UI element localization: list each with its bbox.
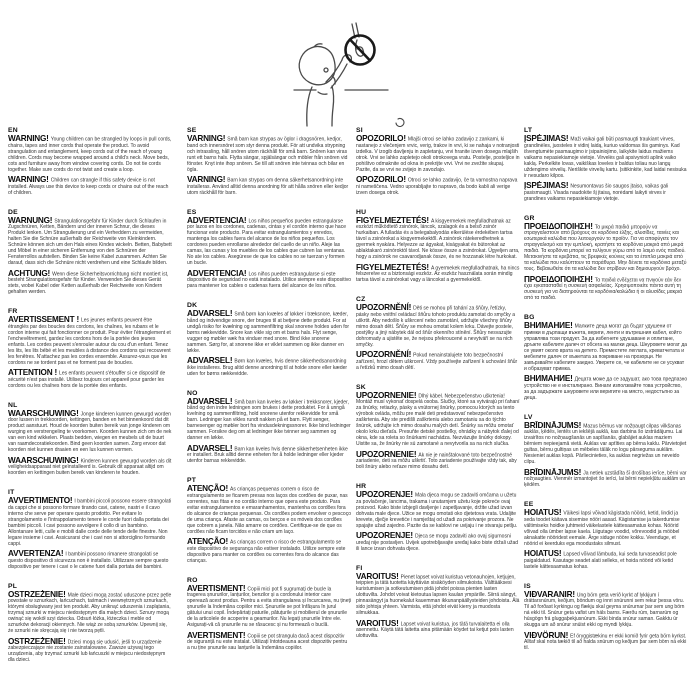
column-2 [187, 127, 351, 664]
warning-paragraph [356, 177, 520, 196]
warning-paragraph [356, 215, 520, 261]
warning-keyword: ADVARSEL! [187, 443, 233, 453]
language-code: GR [524, 214, 535, 222]
warning-paragraph [187, 311, 351, 354]
warning-paragraph [356, 618, 520, 640]
warning-text: Barn kan kveles hvis denne sikkerhetsenheten ikke er installert. Bruk alltid denne enheten for å holde ledninger eller kjeder utenfor barnas rekkevidde. [187, 446, 348, 464]
warning-text: Τα μικρά παιδιά μπορούν να στραγγαλιστούν από βρόχους σε κορδόνια έλξης, αλυσίδες, ταινίες και εσωτερικά καλώδια που λειτουργούν το προϊόν. Για να αποφύγετε τον στραγγαλισμό και την εμπλοκή, κρατήστε τα κορδόνια μακριά από μικρά παιδιά. Τα κορδόνια μπορεί να τυλίγουν γύρω από το λαιμό ενός παιδιού. Μετακινήστε τα κρεβάτια, τις βρεφικές κούνιες και τα έπιπλα μακριά από τα καλώδια που καλύπτουν τα παράθυρα. Μην δένετε τα κορδόνια μεταξύ τους. Βεβαιωθείτε ότι τα καλώδια δεν στρίβουν και δημιουργούν βρόχο. [524, 224, 687, 272]
warning-paragraph [8, 317, 172, 366]
warning-keyword: BRĪDINĀJUMS! [524, 467, 582, 477]
warning-section-es [187, 209, 351, 290]
warning-paragraph [8, 370, 172, 389]
warning-keyword: WARNING! [8, 175, 49, 184]
warning-keyword: ADVARSEL! [187, 356, 233, 365]
warning-text: Děti se mohou při tahání za šňůry, řetízky, pásky nebo vnitřní ovládací šňůru tohoto produktu zamotat do smyčky a uškrtit. Aby nedošlo k uškrcení nebo zamotání, udržujte všechny šňůry mimo dosah dětí. Šňůry se mohou omotat kolem krku. Dávejte postele, postýlky a jiný nábytek dál od šňůr okenního stínění. Šňůry nesvazujte dohromady a ujistěte se, že nejsou překroucené a nevytváří se na nich smyčky. [356, 305, 515, 348]
warning-text: A kisgyermekek megfulladhatnak az eszközt működtető zsinórok, láncok, szalagok és a belső zsinór hurkaiban. A fulladás és a belegabalyodás elkerülése érdekében tartsa távol a zsinórokat a kisgyermekektől. A zsinórok rátekeredhetnek a gyermek nyakára. Helyezze az ágyakat, kiságyakat és bútorokat az ablaktakaró zsinóroktól távol. Ne kösse össze a zsinórokat. Ügyeljen arra, hogy a zsinórok ne csavarodjanak össze, és ne hozzanak létre hurkokat. [356, 218, 520, 260]
warning-paragraph [8, 408, 172, 454]
warning-paragraph [356, 492, 520, 529]
language-code: PL [8, 582, 18, 590]
warning-keyword: VAROITUS! [356, 571, 399, 581]
warning-paragraph [187, 396, 351, 442]
language-code: EN [8, 127, 18, 134]
warning-paragraph [187, 583, 351, 629]
warning-keyword: ADVARSEL! [187, 309, 233, 318]
language-code: FI [356, 564, 363, 572]
warning-text: Τα παιδιά ενδέχεται να πνιγούν εάν δεν έχει εγκατασταθεί η συσκευή ασφαλείας. Χρησιμοποιείτε πάντα αυτή τη συσκευή για να διατηρούνται τα κορδόνια/καλώδια ή οι αλυσίδες μακριά από τα παιδιά. [524, 277, 683, 301]
warning-text: Små barn kan kveles av løkker i trekksnorer, kjeder, bånd og den indre ledningen som brukes i dette produktet. For å unngå kvelning og sammenfiltring, hold snorene utenfor rekkevidde for små barn. Ledninger kan vikles rundt nakken på et barn. Flytt senger, barnesenger og møbler bort fra vindusdekningssnorer. Ikke bind ledninger sammen. Forsikre deg om at ledninger ikke tvinner seg sammen og danner en løkke. [187, 399, 351, 441]
warning-paragraph [524, 136, 688, 179]
warning-text: Copiii mici pot fi sugrumați de bucle la tragerea șnururilor, lanțurilor, benzilor și a cordonului interior care operează acest produs. Pentru a evita strangularea și încurcarea, nu țineți șnururile la îndemâna copiilor mici. Șnururile se pot înfășura în jurul gâtului unui copil. Îndepărtați paturile, pătuțurile și mobilierul de șnururile de la articolele de acoperire a geamurilor. Nu legați șnururile între ele. Asigurați-vă că șnururile nu se răsucesc și nu formează o buclă. [187, 586, 351, 628]
warning-paragraph [8, 215, 172, 267]
warning-paragraph [8, 498, 172, 547]
warning-keyword: UPOZORNENIE! [356, 449, 417, 459]
warning-section-ee [524, 501, 688, 570]
warning-paragraph [356, 352, 520, 371]
language-code: RO [187, 576, 198, 584]
warning-text: Małe dzieci mogą zostać uduszone przez pętle powstałe w sznurkach, łańcuchach, taśmach i wewnętrznych sznurkach, którymi obsługiwany jest ten produkt. Aby uniknąć uduszenia i zaplątania, trzymaj sznurki w miejscu niedostępnym dla małych dzieci. Sznury mogą owinąć się wokół szyi dziecka. Odsuń łóżka, łóżeczka i meble od sznurków dekoracji okiennych. Nie wiąż ze sobą sznurków. Upewnij się, że sznurki nie skręcają się i nie tworzą pętli. [8, 592, 172, 634]
warning-text: Strangulationsgefahr für Kinder durch Schlaufen in Zugschnüren, Ketten, Bändern und der inneren Schnur, die dieses Produkt lenken. Um Strangulierung und ein Verheddern zu vermeiden, halten Sie die Schnüre außerhalb der Reichweite von Kleinkindern. Schnüre können sich um den Hals eines Kindes wickeln. Betten, Babybett und Möbel in einer sicheren Entfernung von den Schnüren der Fensterrollos aufstellen. Binden Sie keine Kabel zusammen. Achten Sie darauf, dass sich die Schnüre nicht verdrehen und eine Schlaufe bilden. [8, 218, 172, 266]
warning-paragraph [524, 551, 688, 570]
warning-text: As crianças pequenas correm o risco de estrangulamento se ficarem presas nos laços dos cordões de puxar, nas correntes, nas fitas e no cordão interno que opera este produto. Para evitar estrangulamentos e emaranhamentos, mantenha os cordões fora do alcance de crianças pequenas. Os cordões podem envolver o pescoço de uma criança. Afaste as camas, os berços e os móveis dos cordões que cobrem a janela. Não amarre os cordões. Certifique-se de que os cordões não ficam torcidos e não criam um laço. [187, 486, 351, 535]
warning-paragraph [8, 177, 172, 196]
warning-paragraph [356, 262, 520, 284]
warning-text: Copiii se pot strangula dacă acest dispozitiv de siguranță nu este instalat. Utilizați întotdeauna acest dispozitiv pentru a nu ține șnururile sau lanțurile la îndemâna copiilor. [187, 633, 348, 651]
warning-keyword: FIGYELMEZTETÉS! [356, 262, 429, 272]
warning-text: Pokud nenainstalujete toto bezpečnostní zařízení, hrozí dětem uškrcení. Vždy používejte zařízení k uchování šňůr a řetízků mimo dosah dětí. [356, 352, 518, 371]
warning-paragraph [524, 630, 688, 652]
warning-keyword: VARNING! [187, 134, 226, 143]
warning-section-si [356, 127, 520, 196]
warning-paragraph [8, 268, 172, 296]
warning-paragraph [524, 420, 688, 466]
warning-text: Jonge kinderen kunnen gewurgd worden door lussen in trekkoorden, kettingen, banden en het binnenkoord dat dit product aanstuurt. Houd de koorden buiten bereik van jonge kinderen om wurging en verstrengeling te voorkomen. Koorden kunnen zich om de nek van een kind wikkelen. Plaats bedden, wiegen en meubels uit de buurt van raamdecoratiekoorden. Bind geen koorden samen. Zorg ervoor dat koorden niet kunnen draaien en een lus kunnen vormen. [8, 411, 172, 453]
warning-section-hr [356, 483, 520, 552]
warning-text: Väikesi lapsi võivad kägistada nöörid, ketid, lindid ja seda toodet käitava sisemise nööri aasad. Kägistamise ja takerdumise vältimiseks hoidke juhtmeid väikelastele kättesaamatus kohas. Nöörid võivad olla ümber lapse kaela. Liigutage voodid, võrevoodid ja mööbel aknakatte nööridest eemale. Ärge siduge nööre kokku. Veenduge, et nöörid ei keerduks ega moodustaks silmust. [524, 510, 680, 547]
warning-keyword: OPOZORILO! [356, 175, 406, 184]
warning-section-no [187, 390, 351, 465]
warning-keyword: WAARSCHUWING! [8, 408, 79, 418]
warning-section-cz [356, 296, 520, 371]
warning-keyword: OPOZORILO! [356, 134, 406, 143]
warning-keyword: ADVERTENCIA! [187, 215, 247, 225]
warning-keyword: UPOZORNĚNÍ! [356, 303, 412, 312]
warning-keyword: ΠΡΟΕΙΔΟΠΟΙΗΣΗ! [524, 221, 593, 231]
warning-keyword: ĮSPĖJIMAS! [524, 181, 569, 190]
warning-paragraph [356, 390, 520, 448]
warning-text: Barn kan strypas om denna säkerhetsanordning inte installeras. Använd alltid denna anordning för att hålla snören eller kedjor utom räckhåll för barn. [187, 177, 349, 196]
warning-text: Children can strangle if this safety device is not installed. Always use this device to keep cords or chains out of the reach of children. [8, 177, 169, 196]
warning-keyword: ATTENTION ! [8, 368, 58, 377]
warning-paragraph [187, 177, 351, 196]
warning-section-lv [524, 414, 688, 489]
language-code: NO [187, 389, 198, 397]
warning-text: Los niños pueden estrangularse si este dispositivo de seguridad no está instalado. Utilice siempre este dispositivo para mantener los cables o cadenas fuera del alcance de los niños. [187, 271, 351, 289]
language-code: NL [8, 401, 18, 409]
warning-paragraph [356, 305, 520, 348]
warning-text: Dlhý kábel. Nebezpečenstvo uškrtenia! Montáž musí vykonať dospelá osoba. Slučky, ktoré sa vytvárajú pri ťahaní za šnúrky, retiazky, pásky a vnútornej šnúrky, pomocou ktorých sa tento výrobok ovláda, môžu pre malé deti predstavovať nebezpečenstvo zaškrtenia. Aby ste predišli zaškrteniu alebo zamotaniu sa do týchto šnúrok, udržujte ich mimo dosahu malých detí. Šnúrky sa môžu omotať okolo krku dieťaťa. Presuňte detské postieľky, ohrádky a nábytok ďalej od okna, kde sa roleta so šnúrkami nachádza. Nezväzujte šnúrky dokopy. Uistite sa, že šnúrky nie sú zamotané a nevytvorila sa na nich slučka. [356, 393, 520, 447]
warning-section-dk [187, 302, 351, 377]
warning-text: Maži vaikai gali būti pasmaugti traukiant virves, grandinėles, juosteles ir vidinį laidą, kuriuo valdomas šis gaminys. Kad išvengtumėte pasmaugimo ir įsipainiojimo, laikykite laidus mažiems vaikams nepasiekiamoje vietoje. Virvelės gali apsivynioti aplink vaiko kaklą. Perkelkite lovas, vaikiškas loveles ir baldus toliau nuo langų uždengimo virvelių. Neriškite virvelių kartu. Įsitikinkite, kad laidai nesisuka ir nesudaro kilpos. [524, 136, 687, 179]
warning-text: Nesumontavus šio saugos įtaiso, vaikas gali pasismaugti. Visada naudokite šį įtaisą, norėdami laikyti virves ir grandines vaikams nepasiekiamoje vietoje. [524, 183, 669, 202]
language-code: EE [524, 501, 534, 508]
warning-text: Djeca se mogu zadaviti ako ovaj sigurnosni uređaj nije postavljen. Uvijek upotrebljavajte uređaj kako biste držali užad ili lance izvan dohvata djece. [356, 533, 519, 552]
warning-text: Young children can be strangled by loops in pull cords, chains, tapes and inner cords that operate the product. To avoid strangulation and entanglement, keep cords out of the reach of young children. Cords may become wrapped around a child's neck. Move beds, cots and furniture away from window covering cords. Do not tie cords together. Make sure cords do not twist and create a loop. [8, 136, 172, 173]
warning-keyword: ADVARSEL! [187, 396, 233, 406]
warning-paragraph [356, 136, 520, 173]
warning-paragraph [187, 358, 351, 377]
warning-text: Dzieci mogą się udusić, jeśli to urządzenie zabezpieczające nie zostanie zainstalowane. Zawsze używaj tego urządzenia, aby trzymać sznurki lub łańcuszki w miejscu niedostępnym dla dzieci. [8, 639, 166, 663]
warning-text: A gyermekek megfulladhatnak, ha nincs felszerelve ez a biztonsági eszköz. Az eszköz használata során mindig tartsa távol a zsinórokat vagy a láncokat a gyermekektől. [356, 265, 520, 283]
warning-text: Pienet lapset voivat kuristua vetonauhojen, ketjujen, teippien ja tätä tuotetta käyttävän sisäköyden silmukoista. Välttääksesi kuristumisen ja sotkeutumisen pidä johdot poissa pienten lasten ulottuvilta. Johdot voivat kietoutua lapsen kaulan ympärille. Siirrä sängyt, pinnasängyt ja huonekalut kauemman ikkunanpäällysteiden johdoista. Älä sido johtoja yhteen. Varmista, että johdot eivät kierry ja muodosta silmukkaa. [356, 574, 520, 616]
warning-paragraph [356, 571, 520, 617]
warning-text: Otroci se lahko zadavijo, če ta varnostna naprava ni nameščena. Vedno uporabljajte to napravo, da bodo kabli ali verige izven dosega otrok. [356, 177, 518, 196]
language-code: SI [356, 127, 363, 134]
warning-keyword: WAARSCHUWING! [8, 455, 79, 465]
warning-keyword: ATENÇÃO! [187, 484, 228, 493]
warning-keyword: AVERTISMENT! [187, 630, 246, 640]
warning-paragraph [524, 510, 688, 547]
language-code: CZ [356, 296, 366, 303]
warning-paragraph [524, 589, 688, 629]
warning-keyword: VARNING! [187, 175, 226, 184]
warning-keyword: AVERTISSEMENT ! [8, 315, 79, 324]
warning-text: Børn kan kvæles, hvis denne sikkerhedsanordning ikke installeres. Brug altid denne anordning til at holde snore eller kæder uden for børns rækkevidde. [187, 358, 348, 377]
warning-paragraph [187, 630, 351, 652]
warning-paragraph [187, 443, 351, 465]
warning-paragraph [524, 221, 688, 273]
language-code: SK [356, 383, 366, 391]
warning-text: Ung börn geta verið kyrkt af lykkjum í dráttarsnúrum, keðjum, böndum og innri snúrunni sem rekur þessa vöru. Til að forðast kyrkingu og flækju skal geyma snúrurnar þar sem ung börn ná ekki til. Snúrur geta vafist um háls barns. Færðu rúm, barnarúm og húsgögn frá gluggaþekjusnúrum. Ekki binda snúrur saman. Gakktu úr skugga um að snúrur snúist ekki og myndi lykkju. [524, 592, 685, 628]
warning-section-lt [524, 127, 688, 202]
warning-paragraph [524, 376, 688, 401]
warning-section-sk [356, 384, 520, 471]
warning-keyword: WARNING! [8, 134, 49, 143]
language-code: PT [187, 477, 197, 484]
warning-keyword: HOIATUS! [524, 549, 562, 558]
warning-paragraph [524, 183, 688, 202]
warning-text: Los niños pequeños pueden estrangularse por lazos en los cordones, cadenas, cintas y el cordón interno que hace funcionar este producto. Para evitar estrangulamientos y enredos, mantenga los cables fuera del alcance de los niños pequeños. Los cordones pueden enrollarse alrededor del cuello de un niño. Aleje las camas, las cunas y los muebles de los cables que cubren las ventanas. No ate los cables. Asegúrese de que los cables no se tuerzan y formen un bucle. [187, 218, 346, 266]
warning-section-bg [524, 314, 688, 401]
language-code: IT [8, 489, 15, 496]
warning-text: Mlajši otroci se lahko zadavijo z zankami, ki nastanejo z vlečenjem vrvic, verig, trakov in vrvi, ki se nahaja v notranjosti izdelka. V izogib davljenju in zapletanju, vrvi hranite izven dosega mlajših otrok. Vrvi se lahko zapletejo okoli otrokovega vratu. Postelje, posteljice in pohištvo odmaknite od okna in prekrijte vrvi. Vrvi ne zvežite skupaj. Pazite, da se vrvi ne zvijejo in zavozlajo. [356, 136, 520, 173]
warning-paragraph [8, 589, 172, 635]
warning-text: Ja netiek uzstādīta šī drošības ierīce, bērni var nožņaugties. Vienmēr izmantojiet šo ierīci, lai bērni nepiekļūtu auklām un ķēdēm. [524, 470, 687, 488]
warning-paragraph [524, 467, 688, 489]
language-code: IS [524, 582, 531, 590]
warning-paragraph [356, 533, 520, 552]
warning-paragraph [187, 215, 351, 267]
warning-keyword: WARNUNG! [8, 215, 53, 225]
warning-text: I bambini piccoli possono essere strangolati da cappi che si possono formare tirando cavi, catene, nastri e il cavo interno che serve per operare questo prodotto. Per evitare lo strangolamento e l'intrappolamento tenere le corde fuori dalla portata dei bambini piccoli. I cavi possono avvolgere il collo di un bambino. Allontanare letti, culle e mobili dalle corde delle tende delle finestre. Non legare insieme i cavi. Assicurarsi che i cavi non si attorciglino formando cappi. [8, 498, 172, 547]
warning-paragraph [8, 551, 172, 570]
warning-section-nl [8, 402, 172, 477]
warning-paragraph [356, 449, 520, 471]
warning-keyword: AVVERTIMENTO! [8, 496, 73, 505]
warning-text: Ef öryggistækinu er ekki komið fyrir geta börn kyrkst. Alltaf skal nota tækið til að halda snúrum og keðjum þar sem börn ná ekki til. [524, 633, 687, 651]
language-code: FR [8, 308, 18, 315]
warning-paragraph [187, 486, 351, 535]
language-code: BG [524, 314, 535, 321]
warning-section-hu [356, 209, 520, 284]
warning-keyword: OSTRZEŻENIE! [8, 589, 66, 599]
warning-keyword: FIGYELMEZTETÉS! [356, 215, 429, 225]
warning-keyword: OSTRZEŻENIE! [8, 636, 66, 646]
warning-keyword: ВНИМАНИЕ! [524, 321, 573, 330]
warning-text: Lapset voivat kuristua, jos tätä turvalaitetta ei olla asennettu. Käytä tätä laitetta aina pitämään köydet tai ketjut pois lasten ulottuvilta. [356, 621, 514, 639]
column-1 [8, 127, 172, 676]
language-code: ES [187, 208, 197, 216]
warning-section-ro [187, 577, 351, 652]
warning-section-is [524, 583, 688, 652]
warning-text: I bambini possono rimanere strangolati se questo dispositivo di sicurezza non è installato. Utilizzare sempre questo dispositivo per tenere i cavi o le catene fuori dalla portata dei bambini. [8, 551, 169, 570]
warning-keyword: BRĪDINĀJUMS! [524, 420, 582, 430]
warning-keyword: VAROITUS! [356, 618, 399, 628]
warning-section-pt [187, 477, 351, 564]
language-code: HR [356, 483, 367, 490]
warning-section-gr [524, 215, 688, 302]
warning-paragraph [524, 323, 688, 372]
warning-paragraph [187, 268, 351, 290]
language-code: SE [187, 127, 197, 134]
column-4 [524, 127, 688, 664]
warning-text: Lapsed võivad lämbuda, kui seda turvaseadist pole paigaldatud. Kasutage seadet alati selleks, et hoida nöörid või ketid lastele kättesaamatus kohas. [524, 551, 677, 570]
warning-section-fr [8, 308, 172, 389]
warning-text: Mazus bērnus var nožņaugt cilpas vilkšanas auklās, ķēdēs, lentēs un iekšējā auklā, kas darbina šo izstrādājumu. Lai izvairītos no nožņaugšanās un sapīšanās, glabājiet auklas maziem bērniem nepieejamā vietā. Auklas var aptīties ap bērna kaklu. Pārvietojiet gultas, bērnu gultiņas un mēbeles tālāk no logu pārseguma auklām. Nesieniet auklas kopā. Pārliecinieties, ka auklas negriežas un neveido cilpu. [524, 423, 687, 465]
warning-paragraph [8, 636, 172, 664]
warning-keyword: VIÐVARANIR! [524, 589, 575, 599]
warning-keyword: ĮSPĖJIMAS! [524, 134, 569, 143]
warning-section-pl [8, 583, 172, 664]
warning-keyword: HOIATUS! [524, 508, 562, 517]
warning-keyword: ACHTUNG! [8, 268, 51, 278]
warning-paragraph [8, 136, 172, 173]
warning-text: Mala djeca mogu se zadaviti omčama u užetu za povlačenje, lancima, trakama i unutarnjem užetu koje pokreće ovaj proizvod. Kako biste izbjegli davljenje i zapetljavanje, držite užad izvan dohvata male djece. Užice se mogu omotati oko djetetova vrata. Udaljite krevete, dječje krevetiće i namještaj od užadi za pokrivanje prozora. Ne spajajte užad zajedno. Pazite da se kablovi ne uvijaju i ne stvaraju petlju. [356, 492, 518, 529]
warning-text: Les enfants peuvent s'étouffer si ce dispositif de sécurité n'est pas installé. Utilisez toujours cet appareil pour garder les cordons ou les chaînes hors de la portée des enfants. [8, 370, 166, 389]
warning-text: Kinderen kunnen gewurgd worden als dit veiligheidsapparaat niet geïnstalleerd is. Gebruik dit apparaat altijd om koorden en kettingen buiten bereik van kinderen te houden. [8, 458, 172, 476]
warning-keyword: ADVERTENCIA! [187, 268, 247, 278]
language-code: DK [187, 302, 198, 309]
column-3 [356, 127, 520, 652]
warning-paragraph [8, 455, 172, 477]
warning-paragraph [524, 274, 688, 302]
warning-text: Små børn kan kvæles af løkker i træksnore, kæder, bånd og indvendige snore, der bruges til at betjene dette produkt. For at undgå risiko for kvælning og sammenfiltring skal snorene holdes uden for børns rækkevidde. Snore kan vikle sig om et barns hals. Flyt senge, vugger og møbler væk fra vinduer med snore. Bind ikke snorene sammen. Sørg for, at snorene ikke er viklet sammen og ikke danner en løkke. [187, 311, 350, 354]
language-code: DE [8, 208, 18, 216]
warning-section-it [8, 489, 172, 570]
warning-paragraph [187, 539, 351, 564]
warning-keyword: AVERTISMENT! [187, 583, 246, 593]
warning-keyword: ΠΡΟΕΙΔΟΠΟΙΗΣΗ! [524, 274, 593, 284]
warning-paragraph [187, 136, 351, 173]
language-code: LT [524, 127, 533, 134]
warning-text: As crianças correm o risco de estrangulamento se este dispositivo de segurança não estiver instalado. Utilize sempre este dispositivo para manter os cordões ou correntes fora do alcance das crianças. [187, 539, 346, 564]
warning-keyword: AVVERTENZA! [8, 549, 64, 558]
warning-keyword: ВНИМАНИЕ! [524, 374, 573, 383]
warning-text: Децата може да се задушат, ако това предпазно устройство не е инсталирано. Винаги използвайте това устройство, за да задържате шнуровете или веригите на място, недостъпно за деца. [524, 376, 688, 401]
warning-keyword: UPOZORNĚNÍ! [356, 350, 412, 359]
warning-keyword: UPOZORNENIE! [356, 390, 417, 400]
warning-text: Wenn diese Sicherheitsvorrichtung nicht montiert ist, besteht Strangulationsgefahr für Kinder. Verwenden Sie dieses Gerät stets, wobei Kabel oder Ketten außerhalb der Reichweite von Kindern gehalten werden. [8, 271, 169, 295]
warning-keyword: UPOZORENJE! [356, 531, 413, 540]
warning-text: Малките деца могат да бъдат удушени от примки в дърпащи въжета, вериги, ленти и вътрешния кабел, който управлява този продукт. За да избегнете удушаване и оплитане, дръжте кабелите далеч от обсега на малки деца. Шнуровете могат да се увият около врата на детето. Преместете леглата, креватчетата и мебелите далеч от въжетата за покриване на прозорци. Не завързвайте кабелите заедно. Уверете се, че кабелите не се усукват и образуват примка. [524, 323, 688, 372]
warning-text: Ak nie je nainštalované toto bezpečnostné zariadenie, deti sa môžu uškrtiť. Toto zariadenie používajte vždy tak, aby boli šnúry alebo reťaze mimo dosahu detí. [356, 452, 517, 470]
warning-keyword: ATENÇÃO! [187, 537, 228, 546]
warning-section-fi [356, 565, 520, 640]
warning-keyword: UPOZORENJE! [356, 490, 413, 499]
warning-section-en [8, 127, 172, 196]
warning-section-se [187, 127, 351, 196]
warning-text: Les jeunes enfants peuvent être étranglés par des boucles des cordons, les chaînes, les rubans et le cordon interne qui fait fonctionner ce produit. Pour éviter l'étranglement et l'enchevêtrement, gardez les cordons hors de la portée des jeunes enfants. Les cordes peuvent s'enrouler autour du cou d'un enfant. Tenez les lits, les lits bébé et les meubles à distance des cordons qui recouvrent les fenêtres. N'attachez pas les cordes ensemble. Assurez-vous que les cordons ne se tordent pas et ne forment pas de boucles. [8, 317, 171, 366]
warning-section-de [8, 209, 172, 296]
warning-keyword: VIÐVÖRUN! [524, 630, 569, 640]
language-code: LV [524, 413, 533, 421]
language-code: HU [356, 208, 367, 216]
warning-text: Små barn kan strypas av öglor i dragsnören, kedjor, band och innersnöret som styr denna produkt. För att undvika strypning och intrassling, håll snören utom räckhåll för små barn. Snören kan viras runt ett barns hals. Flytta sängar, spjälsängar och möbler från snören vid fönster. Knyt inte ihop snören. Se till att snören inte tvinnas och bilar en ögla. [187, 136, 348, 173]
